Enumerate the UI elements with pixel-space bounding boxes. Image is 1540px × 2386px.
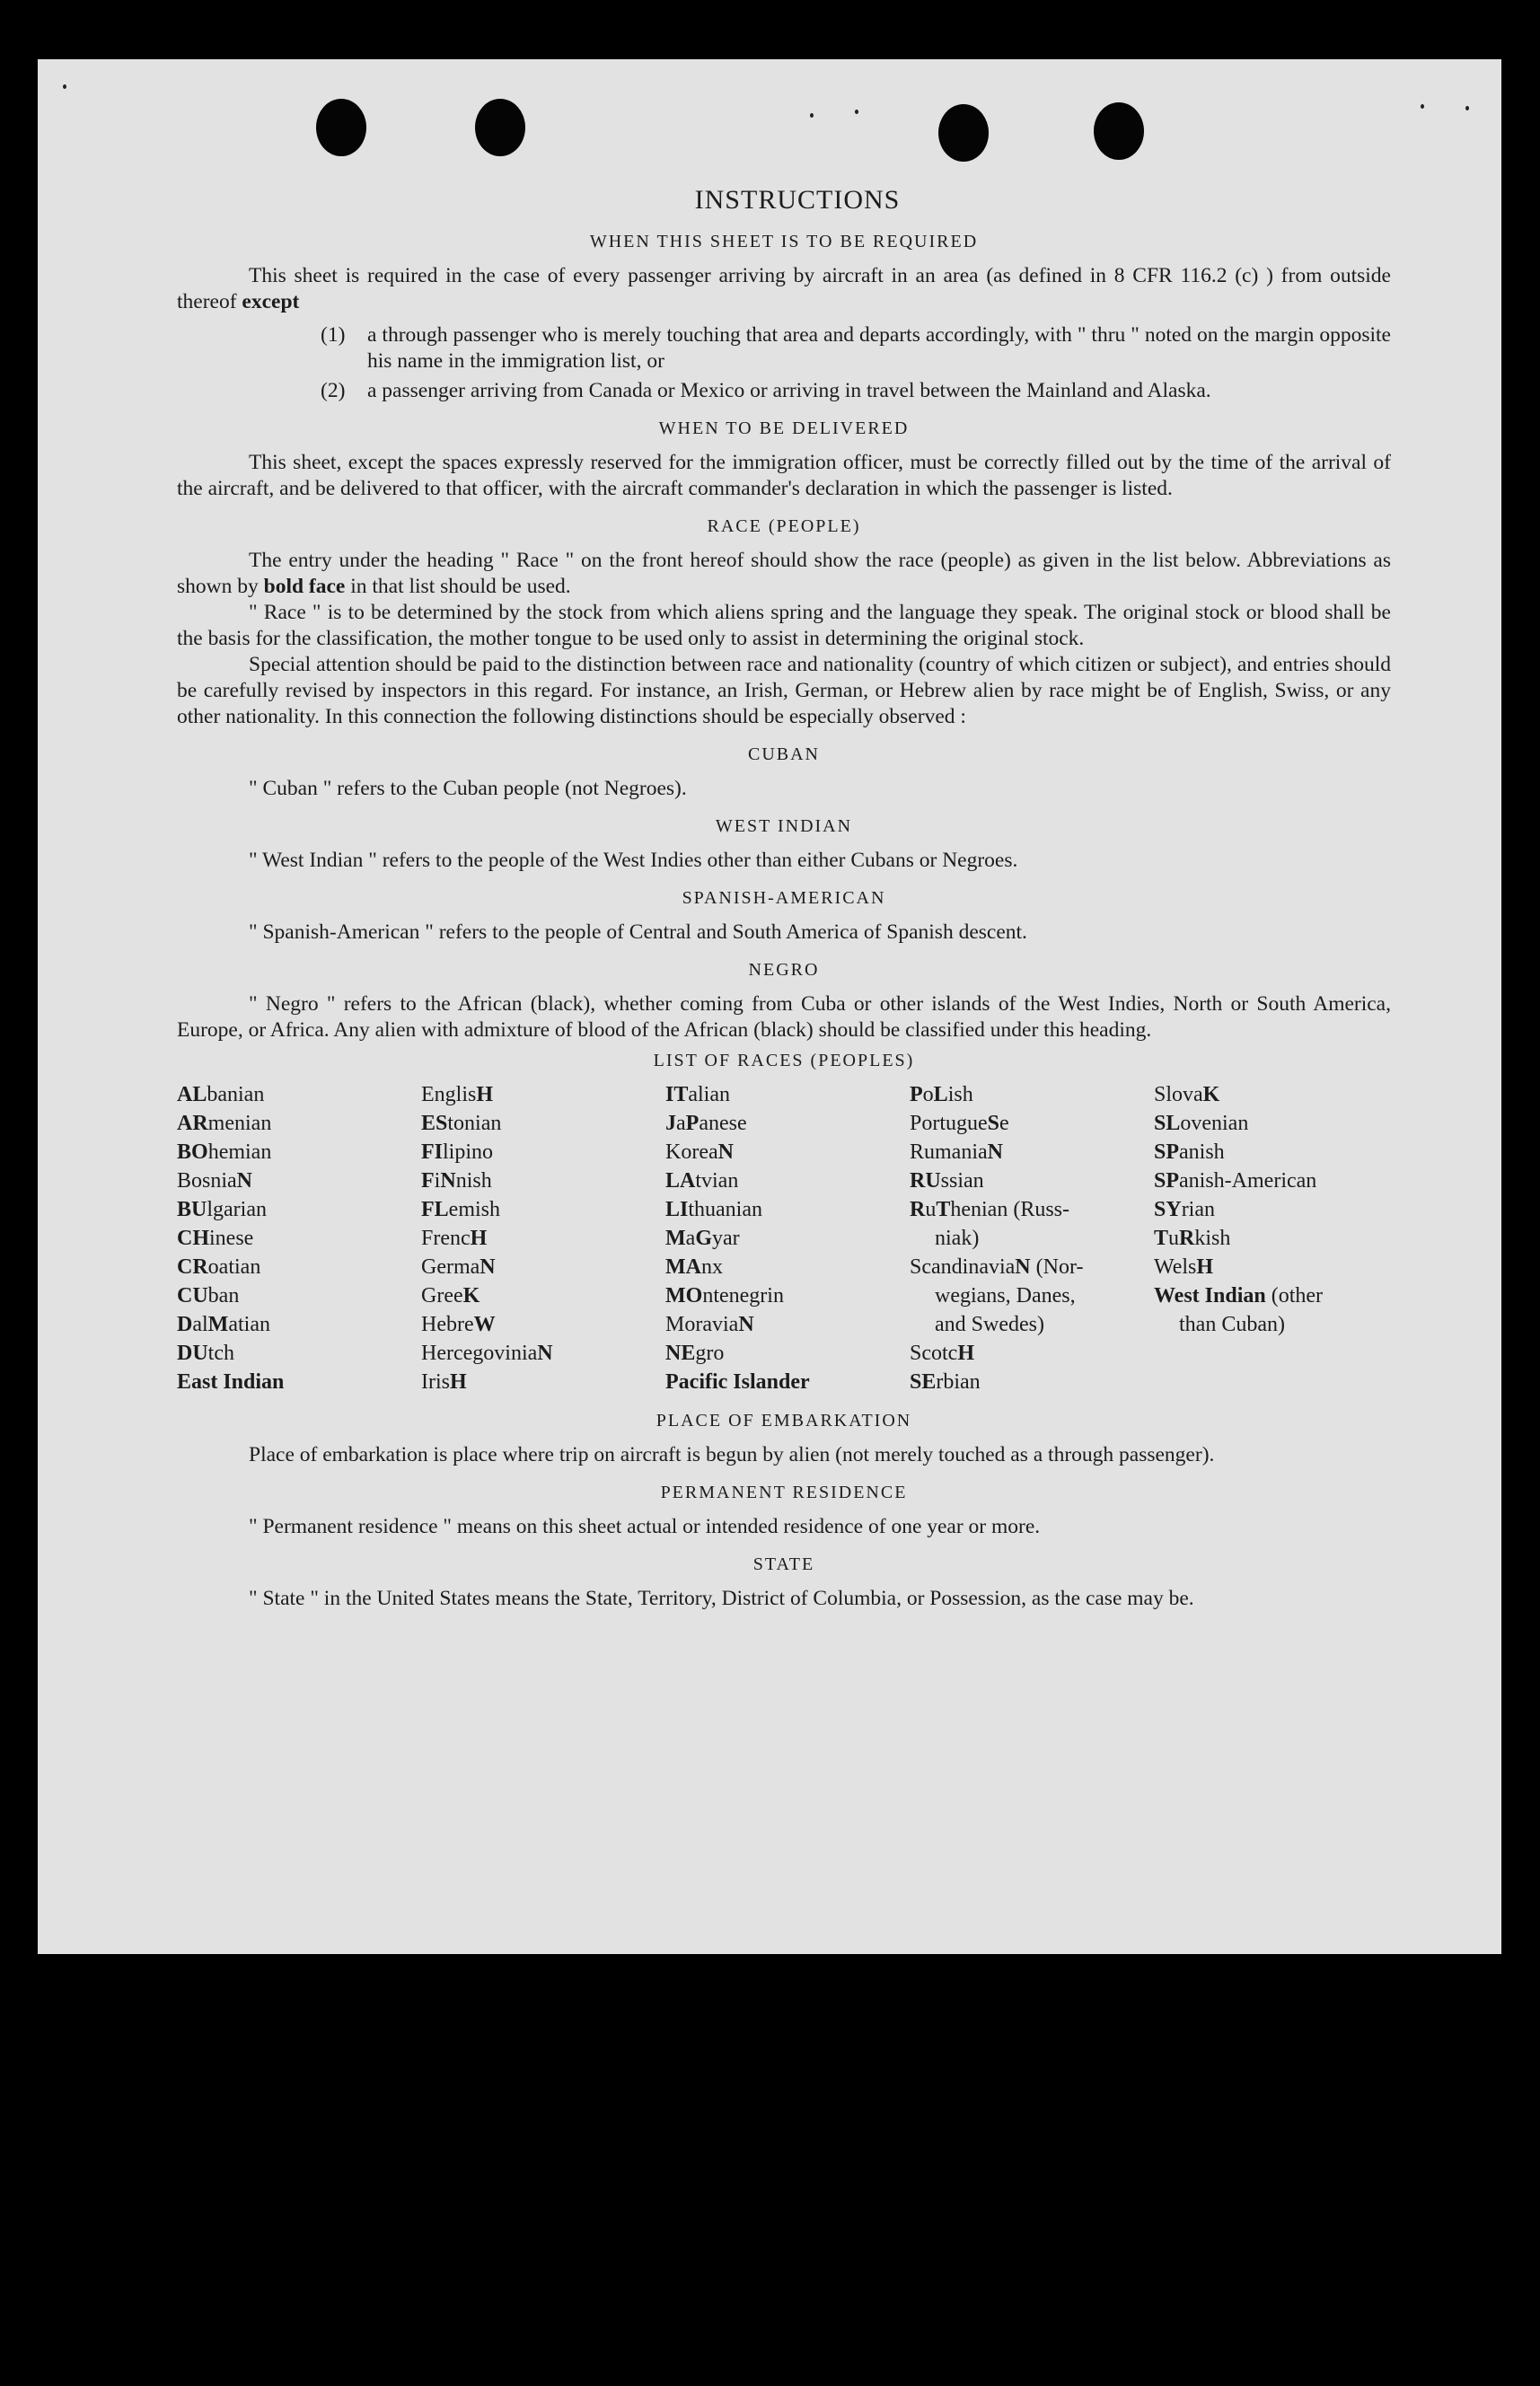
race-abbrev: MA [665, 1255, 701, 1279]
race-abbrev: T [1154, 1227, 1169, 1250]
race-part: Moravia [665, 1313, 739, 1336]
race-paragraph-3: Special attention should be paid to the distinction between race and nationality (country of which citizen or subject), and entries should be carefully revised by inspectors in this regard. For instance, an Irish, German, or Hebrew alien by race might be of English, Swiss, or any other nationality. In this connection the following distinctions should be especially observed : [177, 653, 1391, 728]
race-entry [177, 1339, 421, 1368]
speck [63, 84, 66, 89]
race-entry [421, 1195, 665, 1224]
race-part: anese [699, 1112, 747, 1135]
race-part: ntenegrin [702, 1284, 784, 1307]
race-part: Hercegovinia [421, 1342, 538, 1365]
race-part: hemian [207, 1140, 272, 1164]
race-part: inese [209, 1227, 254, 1250]
race-continuation: niak) [935, 1227, 980, 1250]
section-heading-when-required: WHEN THIS SHEET IS TO BE REQUIRED [589, 232, 979, 251]
race-part: lgarian [207, 1198, 267, 1221]
race-entry [1154, 1167, 1391, 1195]
race-part: anish-American [1179, 1169, 1317, 1193]
race-abbrev: L [933, 1083, 948, 1106]
race-abbrev: N [717, 1140, 734, 1164]
race-part: Frenc [421, 1227, 471, 1250]
race-entry [665, 1281, 910, 1310]
place-of-embarkation-text: Place of embarkation is place where trip on aircraft is begun by alien (not merely touched as a through passenger). [249, 1443, 1215, 1466]
permanent-residence-text: " Permanent residence " means on this sheet actual or intended residence of one year or more. [249, 1515, 1041, 1538]
race-part: tvian [695, 1169, 739, 1193]
race-abbrev: N [480, 1255, 496, 1279]
race-abbrev: AL [177, 1083, 207, 1106]
race-abbrev: LA [665, 1169, 696, 1193]
race-part: (other [1265, 1284, 1324, 1307]
race-part: Scandinavia [910, 1255, 1016, 1279]
race-part: Portugue [910, 1112, 988, 1135]
race-entry [910, 1109, 1154, 1138]
race-part: Wels [1154, 1255, 1197, 1279]
item-number: (1) [321, 323, 346, 347]
race-abbrev: M [665, 1227, 686, 1250]
exception-item [177, 378, 1391, 404]
race-part: anish [1179, 1140, 1225, 1164]
races-column [421, 1080, 665, 1396]
race-abbrev: H [450, 1370, 467, 1394]
race-continuation: than Cuban) [1179, 1313, 1285, 1336]
race-entry [421, 1138, 665, 1167]
race-entry [177, 1080, 421, 1109]
race-entry [421, 1167, 665, 1195]
race-entry [910, 1253, 1154, 1339]
race-part: menian [207, 1112, 272, 1135]
race-abbrev: CU [177, 1284, 208, 1307]
race-abbrev: J [665, 1112, 676, 1135]
race-text: The entry under the heading " Race " on the front hereof should show the race (people) as given in the list below. Abbreviations as shown by [177, 549, 1391, 598]
race-part: tonian [447, 1112, 502, 1135]
race-part: (Nor- [1030, 1255, 1084, 1279]
speck [1421, 104, 1424, 109]
section-heading-spanish-american: SPANISH-AMERICAN [682, 888, 886, 908]
section-heading-cuban: CUBAN [747, 744, 820, 764]
race-part: ssian [940, 1169, 984, 1193]
race-abbrev: SY [1154, 1198, 1182, 1221]
race-continuation: and Swedes) [935, 1313, 1044, 1336]
section-heading-list-of-races: LIST OF RACES (PEOPLES) [653, 1051, 915, 1070]
race-entry [910, 1195, 1154, 1253]
section-heading-west-indian: WEST INDIAN [715, 816, 853, 836]
intro-bold: except [242, 290, 300, 313]
race-entry [665, 1080, 910, 1109]
race-part: rbian [936, 1370, 981, 1394]
race-abbrev: G [695, 1227, 712, 1250]
race-part: al [192, 1313, 208, 1336]
race-abbrev: K [1202, 1083, 1220, 1106]
races-column [910, 1080, 1154, 1396]
item-text: a passenger arriving from Canada or Mexico or arriving in travel between the Mainland and Alaska. [367, 379, 1211, 402]
section-heading-when-delivered: WHEN TO BE DELIVERED [658, 418, 910, 438]
race-entry [665, 1253, 910, 1281]
race-part: lipino [443, 1140, 494, 1164]
race-entry [665, 1167, 910, 1195]
race-part: Germa [421, 1255, 480, 1279]
section-heading-permanent-residence: PERMANENT RESIDENCE [660, 1483, 908, 1502]
punch-hole [938, 104, 989, 162]
race-part: Slova [1154, 1083, 1203, 1106]
race-abbrev: FI [421, 1140, 443, 1164]
race-entry [421, 1080, 665, 1109]
race-entry [177, 1368, 421, 1396]
punch-hole [475, 99, 525, 156]
race-part: ban [207, 1284, 240, 1307]
race-abbrev: DU [177, 1342, 208, 1365]
item-text: a through passenger who is merely touching that area and departs accordingly, with " thru " noted on the margin opposite his name in the immigration list, or [367, 323, 1391, 373]
race-part: Bosnia [177, 1169, 237, 1193]
exception-list [177, 322, 1391, 404]
when-delivered-text: This sheet, except the spaces expressly reserved for the immigration officer, must be correctly filled out by the time of the arrival of the aircraft, and be delivered to that officer, with the aircraft commander's declaration in which the passenger is listed. [177, 451, 1391, 500]
race-abbrev: MO [665, 1284, 703, 1307]
race-part: e [999, 1112, 1009, 1135]
race-abbrev: SL [1154, 1112, 1181, 1135]
race-abbrev: East Indian [177, 1370, 285, 1394]
race-entry [177, 1224, 421, 1253]
race-abbrev: H [1196, 1255, 1214, 1279]
race-abbrev: W [473, 1313, 496, 1336]
race-part: o [922, 1083, 934, 1106]
race-entry [177, 1109, 421, 1138]
race-abbrev: SP [1154, 1169, 1180, 1193]
race-abbrev: N [440, 1169, 456, 1193]
exception-item [177, 322, 1391, 374]
race-part: a [676, 1112, 686, 1135]
punch-hole [316, 99, 366, 156]
race-entry [421, 1339, 665, 1368]
race-part: Korea [665, 1140, 718, 1164]
instructions-content [177, 185, 1391, 1612]
races-column [1154, 1080, 1391, 1396]
race-abbrev: K [462, 1284, 480, 1307]
spanish-american-text: " Spanish-American " refers to the people of Central and South America of Spanish descent. [249, 920, 1027, 944]
race-abbrev: M [207, 1313, 229, 1336]
race-entry [665, 1109, 910, 1138]
race-abbrev: CH [177, 1227, 209, 1250]
document-page [38, 59, 1501, 1954]
speck [855, 110, 858, 114]
race-abbrev: T [936, 1198, 951, 1221]
race-entry [910, 1138, 1154, 1167]
race-part: ovenian [1180, 1112, 1249, 1135]
page-title: INSTRUCTIONS [694, 185, 901, 215]
race-entry [1154, 1138, 1391, 1167]
race-part: banian [207, 1083, 265, 1106]
race-abbrev: R [1179, 1227, 1195, 1250]
race-abbrev: SP [1154, 1140, 1180, 1164]
race-abbrev: AR [177, 1112, 208, 1135]
race-entry [177, 1310, 421, 1339]
race-abbrev: BO [177, 1140, 208, 1164]
race-entry [421, 1368, 665, 1396]
race-entry [177, 1281, 421, 1310]
race-abbrev: ES [421, 1112, 448, 1135]
race-entry [177, 1138, 421, 1167]
race-abbrev: LI [665, 1198, 689, 1221]
race-abbrev: N [987, 1140, 1003, 1164]
race-part: thuanian [688, 1198, 762, 1221]
race-abbrev: RU [910, 1169, 941, 1193]
intro-text: This sheet is required in the case of every passenger arriving by aircraft in an area (as defined in 8 CFR 116.2 (c) ) from outside thereof [177, 264, 1391, 313]
race-entry [421, 1224, 665, 1253]
section-heading-race: RACE (PEOPLE) [707, 516, 861, 536]
race-abbrev: N [236, 1169, 253, 1193]
race-abbrev: R [910, 1198, 926, 1221]
race-paragraph-2: " Race " is to be determined by the stock from which aliens spring and the language they speak. The original stock or blood shall be the basis for the classification, the mother tongue to be used only to assist in determining the original stock. [177, 601, 1391, 650]
race-entry [1154, 1195, 1391, 1224]
speck [810, 113, 814, 118]
race-abbrev: N [537, 1342, 553, 1365]
race-part: nish [455, 1169, 492, 1193]
race-entry [1154, 1080, 1391, 1109]
race-part: Iris [421, 1370, 450, 1394]
item-number: (2) [321, 379, 346, 402]
race-entry [665, 1138, 910, 1167]
race-entry [665, 1339, 910, 1368]
race-entry [910, 1339, 1154, 1368]
race-part: kish [1194, 1227, 1231, 1250]
section-heading-state: STATE [752, 1554, 815, 1574]
section-heading-negro: NEGRO [748, 960, 820, 980]
negro-text: " Negro " refers to the African (black), whether coming from Cuba or other islands of the West Indies, North or South America, Europe, or Africa. Any alien with admixture of blood of the African (black) should be classified under this heading. [177, 992, 1391, 1042]
race-abbrev: H [476, 1083, 494, 1106]
race-abbrev: West Indian [1154, 1284, 1266, 1307]
race-part: ish [947, 1083, 973, 1106]
race-abbrev: NE [665, 1342, 696, 1365]
race-part: gro [695, 1342, 725, 1365]
race-part: oatian [207, 1255, 261, 1279]
race-part: yar [711, 1227, 740, 1250]
race-entry [1154, 1253, 1391, 1281]
race-abbrev: F [421, 1169, 435, 1193]
race-continuation: wegians, Danes, [935, 1284, 1076, 1307]
race-abbrev: N [1015, 1255, 1031, 1279]
race-entry [665, 1310, 910, 1339]
race-entry [1154, 1109, 1391, 1138]
when-required-intro [177, 263, 1391, 315]
race-part: nx [700, 1255, 723, 1279]
race-part: u [1168, 1227, 1180, 1250]
race-part: Rumania [910, 1140, 988, 1164]
punch-hole [1094, 102, 1144, 160]
race-abbrev: CR [177, 1255, 208, 1279]
race-entry [1154, 1224, 1391, 1253]
race-abbrev: SE [910, 1370, 937, 1394]
race-abbrev: P [685, 1112, 700, 1135]
race-part: alian [688, 1083, 730, 1106]
race-part: henian (Russ- [950, 1198, 1070, 1221]
race-part: Englis [421, 1083, 477, 1106]
race-part: Gree [421, 1284, 463, 1307]
race-abbrev: P [910, 1083, 923, 1106]
race-abbrev: S [987, 1112, 1000, 1135]
races-list [177, 1080, 1391, 1396]
section-heading-place-of-embarkation: PLACE OF EMBARKATION [656, 1411, 912, 1431]
race-bold: bold face [263, 575, 346, 598]
race-part: tch [207, 1342, 234, 1365]
race-entry [665, 1368, 910, 1396]
race-abbrev: FL [421, 1198, 449, 1221]
state-text: " State " in the United States means the State, Territory, District of Columbia, or Possession, as the case may be. [249, 1587, 1194, 1610]
race-part: Scotc [910, 1342, 958, 1365]
race-abbrev: H [957, 1342, 974, 1365]
race-entry [421, 1310, 665, 1339]
race-entry [910, 1167, 1154, 1195]
race-entry [177, 1253, 421, 1281]
race-abbrev: H [470, 1227, 488, 1250]
races-column [665, 1080, 910, 1396]
race-entry [910, 1368, 1154, 1396]
race-entry [665, 1195, 910, 1224]
speck [1465, 106, 1469, 110]
race-paragraph-1 [177, 548, 1391, 600]
west-indian-text: " West Indian " refers to the people of the West Indies other than either Cubans or Negroes. [249, 849, 1018, 872]
race-part: atian [228, 1313, 270, 1336]
race-entry [421, 1281, 665, 1310]
races-column [177, 1080, 421, 1396]
race-part: u [925, 1198, 937, 1221]
cuban-text: " Cuban " refers to the Cuban people (not Negroes). [249, 777, 687, 800]
race-part: i [434, 1169, 441, 1193]
race-abbrev: N [738, 1313, 754, 1336]
race-entry [177, 1195, 421, 1224]
race-abbrev: Pacific Islander [665, 1370, 810, 1394]
race-entry [421, 1109, 665, 1138]
race-abbrev: IT [665, 1083, 689, 1106]
race-part: emish [448, 1198, 500, 1221]
race-part: a [685, 1227, 696, 1250]
race-entry [177, 1167, 421, 1195]
race-part: Hebre [421, 1313, 474, 1336]
race-abbrev: D [177, 1313, 193, 1336]
race-abbrev: BU [177, 1198, 207, 1221]
race-text: in that list should be used. [345, 575, 571, 598]
race-entry [1154, 1281, 1391, 1339]
race-part: rian [1181, 1198, 1215, 1221]
race-entry [910, 1080, 1154, 1109]
race-entry [665, 1224, 910, 1253]
race-entry [421, 1253, 665, 1281]
